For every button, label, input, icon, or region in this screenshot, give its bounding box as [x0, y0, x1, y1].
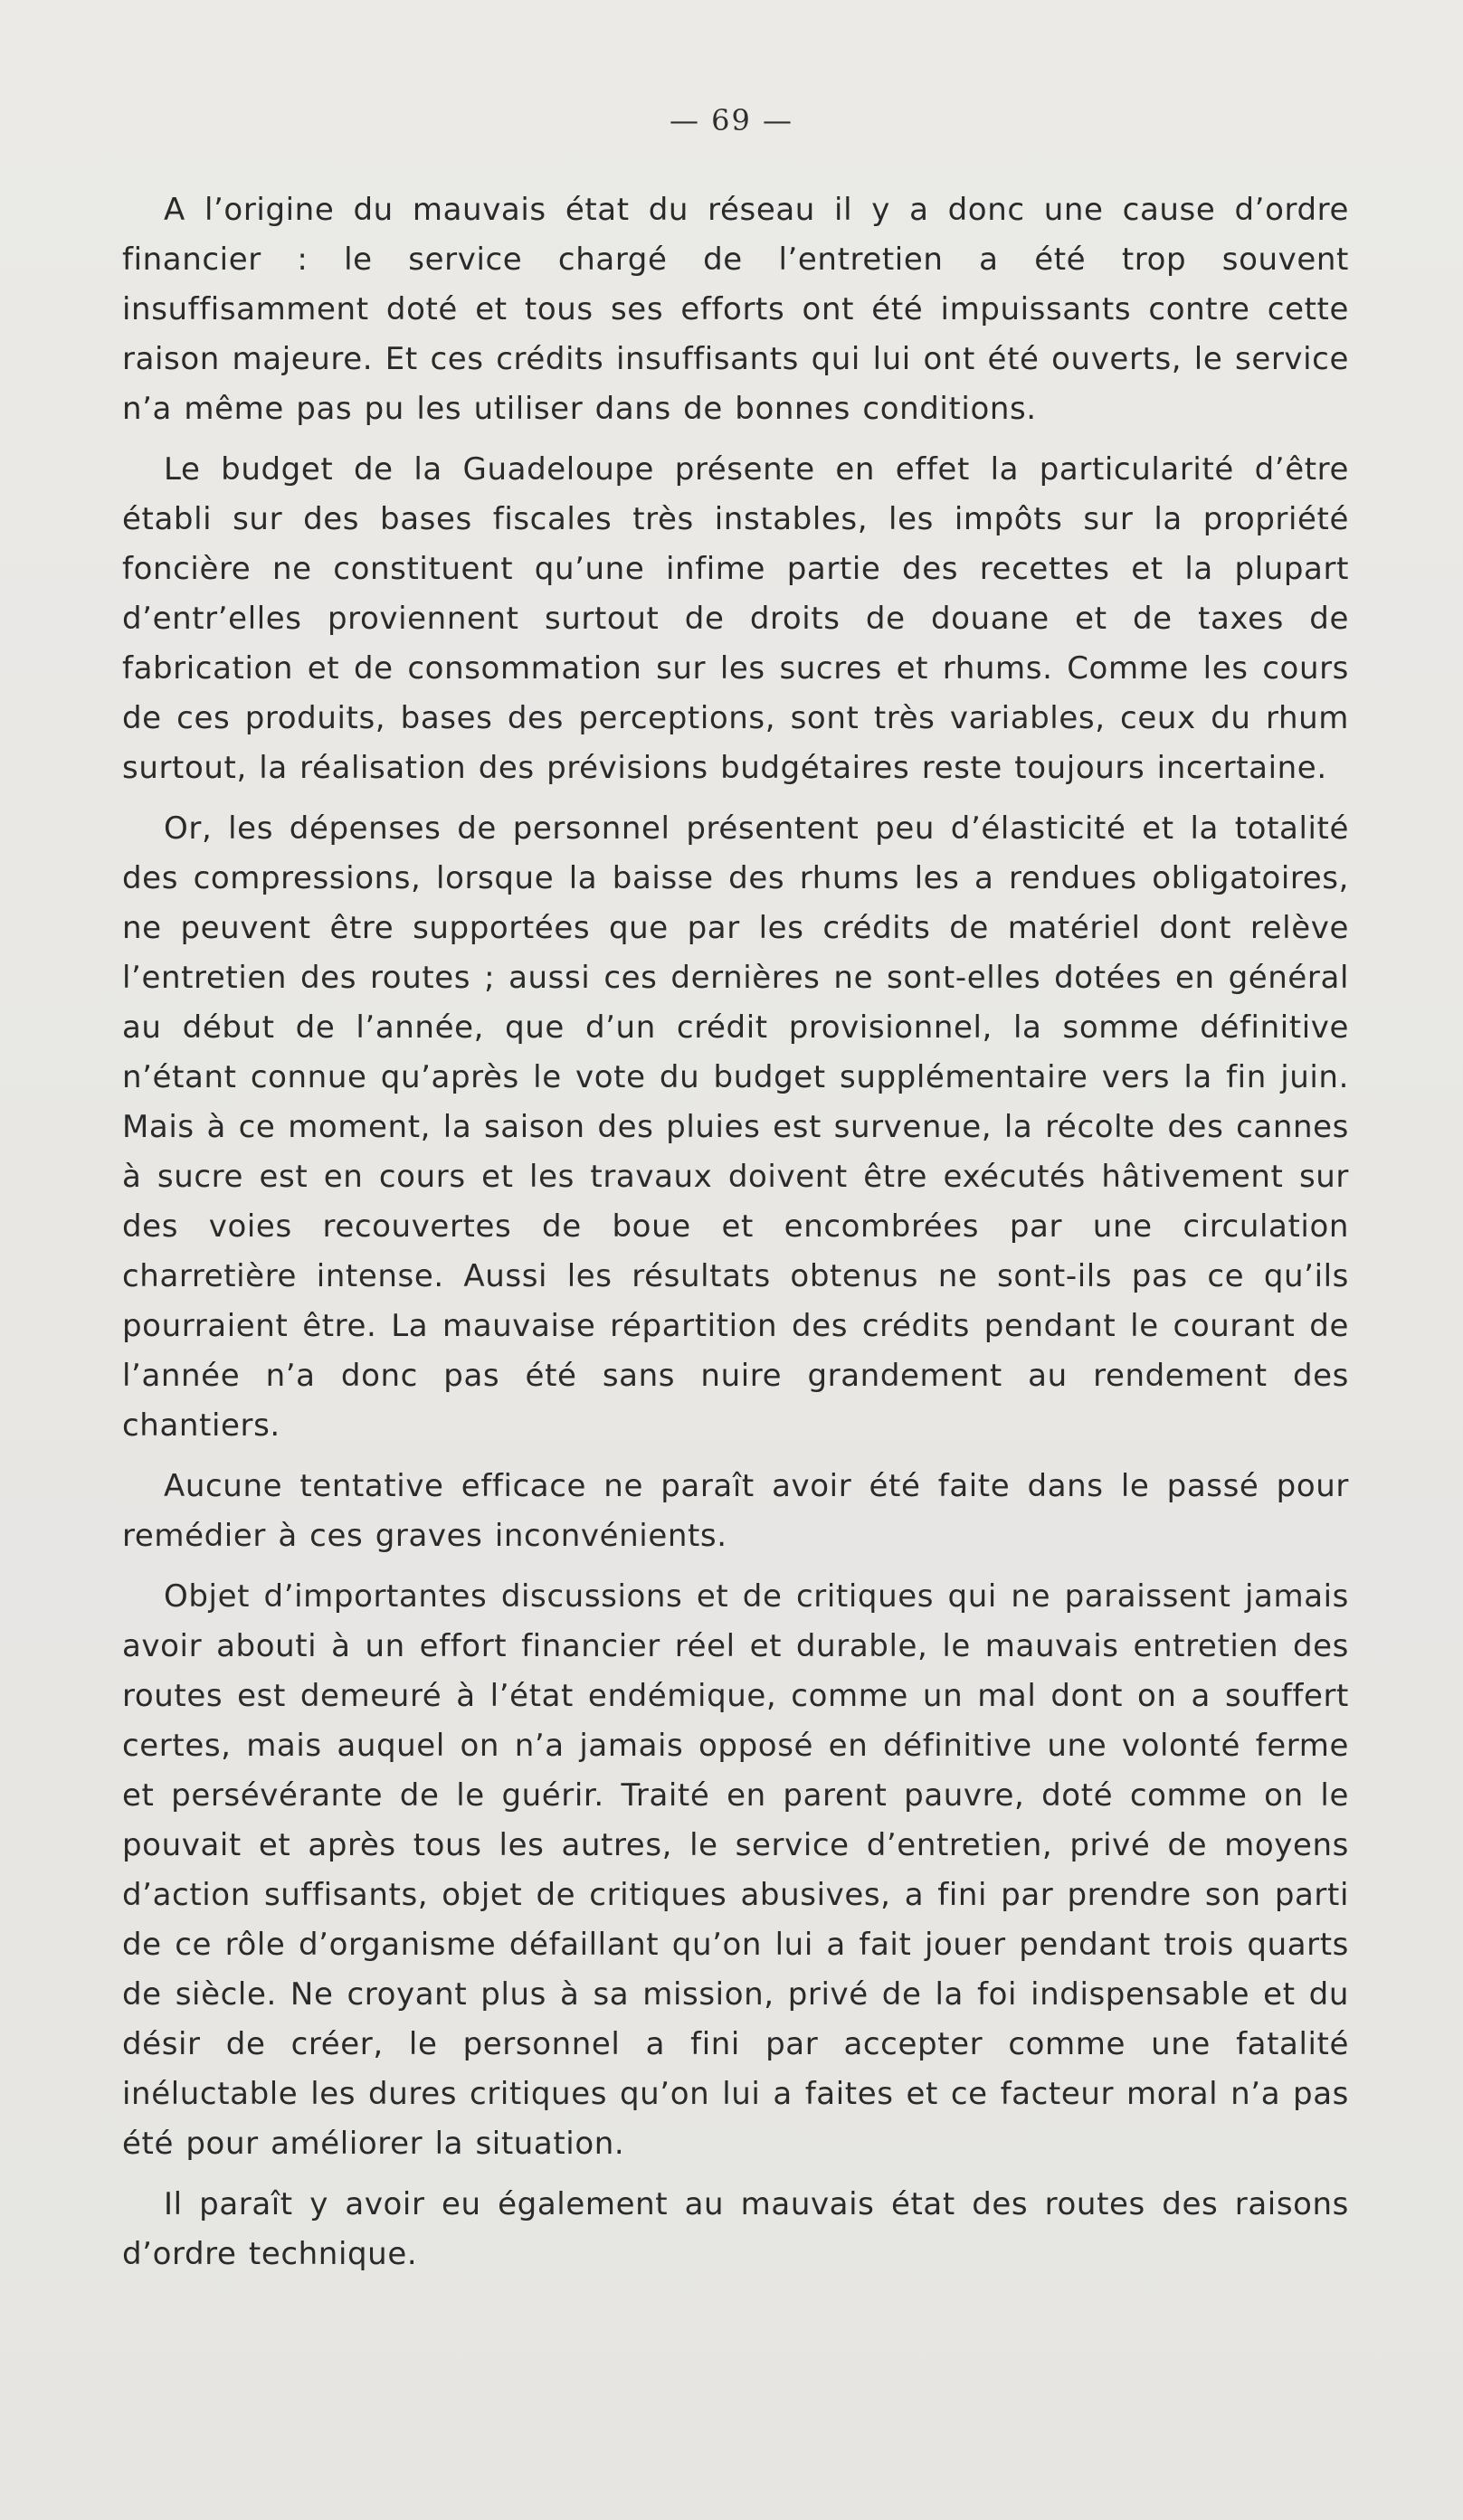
body-text: [122, 185, 1349, 2279]
paragraph-2: Le budget de la Guadeloupe présente en effet la particularité d’être établi sur des bases fiscales très instables, les impôts sur la propriété foncière ne constituent qu’une infime partie des recettes et la plupart d’entr’elles proviennent surtout de droits de douane et de taxes de fabrication et de consommation sur les sucres et rhums. Comme les cours de ces produits, bases des perceptions, sont très variables, ceux du rhum surtout, la réalisation des prévisions budgétaires reste toujours incertaine.: [122, 451, 1349, 786]
paragraph-1: A l’origine du mauvais état du réseau il y a donc une cause d’ordre financier : le service chargé de l’entretien a été trop souvent insuffisamment doté et tous ses efforts ont été impuissants contre cette raison majeure. Et ces crédits insuffisants qui lui ont été ouverts, le service n’a même pas pu les utiliser dans de bonnes conditions.: [122, 192, 1349, 427]
page-number: — 69 —: [669, 103, 794, 137]
paragraph-3: Or, les dépenses de personnel présentent peu d’élasticité et la totalité des compressions, lorsque la baisse des rhums les a rendues obligatoires, ne peuvent être supportées que par les crédits de matériel dont relève l’entretien des routes ; aussi ces dernières ne sont-elles dotées en général au début de l’année, que d’un crédit provisionnel, la somme définitive n’étant connue qu’après le vote du budget supplémentaire vers la fin juin. Mais à ce moment, la saison des pluies est survenue, la récolte des cannes à sucre est en cours et les travaux doivent être exécutés hâtivement sur des voies recouvertes de boue et encombrées par une circulation charretière intense. Aussi les résultats obtenus ne sont-ils pas ce qu’ils pourraient être. La mauvaise répartition des crédits pendant le courant de l’année n’a donc pas été sans nuire grandement au rendement des chantiers.: [122, 810, 1349, 1444]
paragraph-6: Il paraît y avoir eu également au mauvais état des routes des raisons d’ordre technique.: [122, 2186, 1349, 2272]
paragraph-4: Aucune tentative efficace ne paraît avoir été faite dans le passé pour remédier à ces graves inconvénients.: [122, 1468, 1349, 1554]
paragraph-5: Objet d’importantes discussions et de critiques qui ne paraissent jamais avoir abouti à un effort financier réel et durable, le mauvais entretien des routes est demeuré à l’état endémique, comme un mal dont on a souffert certes, mais auquel on n’a jamais opposé en définitive une volonté ferme et persévérante de le guérir. Traité en parent pauvre, doté comme on le pouvait et après tous les autres, le service d’entretien, privé de moyens d’action suffisants, objet de critiques abusives, a fini par prendre son parti de ce rôle d’organisme défaillant qu’on lui a fait jouer pendant trois quarts de siècle. Ne croyant plus à sa mission, privé de la foi indispensable et du désir de créer, le personnel a fini par accepter comme une fatalité inéluctable les dures critiques qu’on lui a faites et ce facteur moral n’a pas été pour améliorer la situation.: [122, 1578, 1349, 2162]
